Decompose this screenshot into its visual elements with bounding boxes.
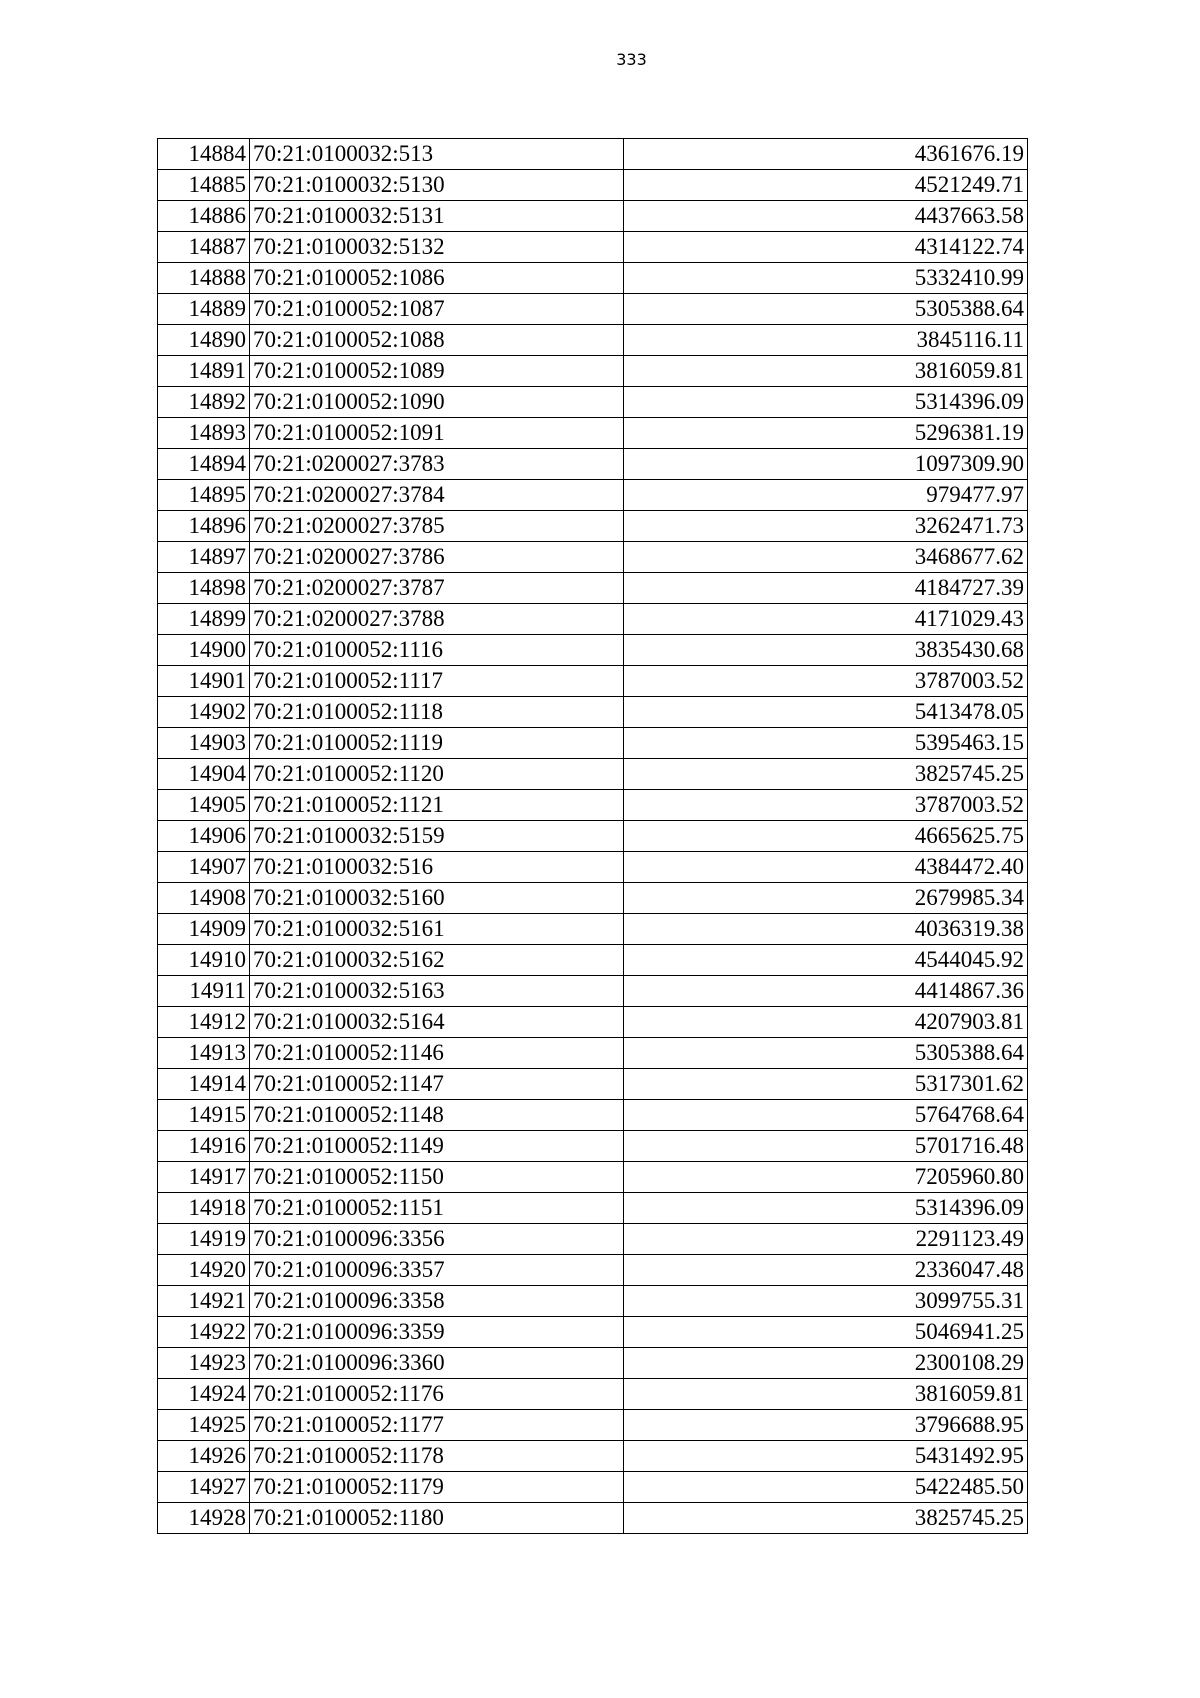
- row-number-cell: 14891: [158, 356, 250, 387]
- table-row: [158, 263, 1028, 294]
- cadastral-number-cell: 70:21:0200027:3788: [250, 604, 624, 635]
- cadastral-number-cell: 70:21:0100052:1147: [250, 1069, 624, 1100]
- cadastral-value-cell: 5046941.25: [624, 1317, 1028, 1348]
- cadastral-number-cell: 70:21:0100052:1180: [250, 1503, 624, 1534]
- row-number-cell: 14886: [158, 201, 250, 232]
- row-number-cell: 14910: [158, 945, 250, 976]
- row-number-cell: 14912: [158, 1007, 250, 1038]
- cadastral-value-cell: 979477.97: [624, 480, 1028, 511]
- cadastral-value-cell: 3825745.25: [624, 759, 1028, 790]
- cadastral-value-cell: 3262471.73: [624, 511, 1028, 542]
- table-row: [158, 728, 1028, 759]
- table-row: [158, 1224, 1028, 1255]
- cadastral-value-cell: 5701716.48: [624, 1131, 1028, 1162]
- cadastral-value-cell: 3816059.81: [624, 1379, 1028, 1410]
- row-number-cell: 14887: [158, 232, 250, 263]
- cadastral-value-cell: 3825745.25: [624, 1503, 1028, 1534]
- cadastral-value-cell: 2300108.29: [624, 1348, 1028, 1379]
- table-row: [158, 883, 1028, 914]
- cadastral-number-cell: 70:21:0100052:1151: [250, 1193, 624, 1224]
- cadastral-value-cell: 2679985.34: [624, 883, 1028, 914]
- cadastral-number-cell: 70:21:0100096:3357: [250, 1255, 624, 1286]
- table-row: [158, 852, 1028, 883]
- cadastral-number-cell: 70:21:0100032:5164: [250, 1007, 624, 1038]
- row-number-cell: 14905: [158, 790, 250, 821]
- cadastral-number-cell: 70:21:0100052:1116: [250, 635, 624, 666]
- cadastral-value-cell: 3816059.81: [624, 356, 1028, 387]
- cadastral-number-cell: 70:21:0100052:1118: [250, 697, 624, 728]
- cadastral-number-cell: 70:21:0100032:5131: [250, 201, 624, 232]
- cadastral-value-cell: 3835430.68: [624, 635, 1028, 666]
- row-number-cell: 14895: [158, 480, 250, 511]
- row-number-cell: 14890: [158, 325, 250, 356]
- cadastral-number-cell: 70:21:0100032:5132: [250, 232, 624, 263]
- cadastral-value-cell: 3787003.52: [624, 790, 1028, 821]
- row-number-cell: 14926: [158, 1441, 250, 1472]
- cadastral-number-cell: 70:21:0100096:3356: [250, 1224, 624, 1255]
- cadastral-number-cell: 70:21:0100052:1087: [250, 294, 624, 325]
- cadastral-value-cell: 1097309.90: [624, 449, 1028, 480]
- row-number-cell: 14925: [158, 1410, 250, 1441]
- table-row: [158, 759, 1028, 790]
- row-number-cell: 14920: [158, 1255, 250, 1286]
- cadastral-number-cell: 70:21:0200027:3787: [250, 573, 624, 604]
- cadastral-value-cell: 4437663.58: [624, 201, 1028, 232]
- cadastral-value-cell: 5413478.05: [624, 697, 1028, 728]
- cadastral-number-cell: 70:21:0100052:1091: [250, 418, 624, 449]
- table-row: [158, 1503, 1028, 1534]
- row-number-cell: 14889: [158, 294, 250, 325]
- cadastral-value-cell: 5305388.64: [624, 294, 1028, 325]
- table-row: [158, 1193, 1028, 1224]
- table-row: [158, 356, 1028, 387]
- row-number-cell: 14927: [158, 1472, 250, 1503]
- table-row: [158, 418, 1028, 449]
- table-row: [158, 1007, 1028, 1038]
- row-number-cell: 14916: [158, 1131, 250, 1162]
- row-number-cell: 14915: [158, 1100, 250, 1131]
- cadastral-number-cell: 70:21:0100052:1179: [250, 1472, 624, 1503]
- table-row: [158, 325, 1028, 356]
- cadastral-value-cell: 4544045.92: [624, 945, 1028, 976]
- table-row: [158, 790, 1028, 821]
- table-row: [158, 1162, 1028, 1193]
- table-row: [158, 697, 1028, 728]
- row-number-cell: 14900: [158, 635, 250, 666]
- cadastral-number-cell: 70:21:0100052:1086: [250, 263, 624, 294]
- cadastral-value-cell: 3099755.31: [624, 1286, 1028, 1317]
- cadastral-number-cell: 70:21:0100052:1176: [250, 1379, 624, 1410]
- cadastral-value-cell: 4361676.19: [624, 139, 1028, 170]
- cadastral-number-cell: 70:21:0100052:1150: [250, 1162, 624, 1193]
- row-number-cell: 14885: [158, 170, 250, 201]
- cadastral-value-cell: 5764768.64: [624, 1100, 1028, 1131]
- table-row: [158, 1286, 1028, 1317]
- cadastral-value-cell: 4171029.43: [624, 604, 1028, 635]
- table-row: [158, 170, 1028, 201]
- cadastral-value-cell: 3845116.11: [624, 325, 1028, 356]
- cadastral-number-cell: 70:21:0100032:5161: [250, 914, 624, 945]
- cadastral-number-cell: 70:21:0100096:3360: [250, 1348, 624, 1379]
- cadastral-number-cell: 70:21:0100052:1119: [250, 728, 624, 759]
- cadastral-value-cell: 2336047.48: [624, 1255, 1028, 1286]
- table-row: [158, 821, 1028, 852]
- cadastral-number-cell: 70:21:0100096:3358: [250, 1286, 624, 1317]
- row-number-cell: 14909: [158, 914, 250, 945]
- table-row: [158, 914, 1028, 945]
- row-number-cell: 14908: [158, 883, 250, 914]
- cadastral-number-cell: 70:21:0100052:1090: [250, 387, 624, 418]
- row-number-cell: 14917: [158, 1162, 250, 1193]
- cadastral-value-cell: 5422485.50: [624, 1472, 1028, 1503]
- cadastral-number-cell: 70:21:0200027:3784: [250, 480, 624, 511]
- cadastral-value-cell: 4521249.71: [624, 170, 1028, 201]
- row-number-cell: 14888: [158, 263, 250, 294]
- cadastral-value-cell: 5296381.19: [624, 418, 1028, 449]
- row-number-cell: 14913: [158, 1038, 250, 1069]
- table-row: [158, 232, 1028, 263]
- cadastral-number-cell: 70:21:0200027:3786: [250, 542, 624, 573]
- table-row: [158, 542, 1028, 573]
- table-row: [158, 1100, 1028, 1131]
- row-number-cell: 14922: [158, 1317, 250, 1348]
- table-row: [158, 1131, 1028, 1162]
- cadastral-number-cell: 70:21:0100052:1117: [250, 666, 624, 697]
- table-row: [158, 1069, 1028, 1100]
- row-number-cell: 14902: [158, 697, 250, 728]
- cadastral-number-cell: 70:21:0100032:5163: [250, 976, 624, 1007]
- row-number-cell: 14923: [158, 1348, 250, 1379]
- row-number-cell: 14928: [158, 1503, 250, 1534]
- cadastral-value-cell: 4314122.74: [624, 232, 1028, 263]
- cadastral-value-cell: 5314396.09: [624, 387, 1028, 418]
- table-row: [158, 1038, 1028, 1069]
- cadastral-value-cell: 4184727.39: [624, 573, 1028, 604]
- table-row: [158, 1255, 1028, 1286]
- row-number-cell: 14919: [158, 1224, 250, 1255]
- table-row: [158, 511, 1028, 542]
- cadastral-value-cell: 5314396.09: [624, 1193, 1028, 1224]
- row-number-cell: 14914: [158, 1069, 250, 1100]
- table-row: [158, 573, 1028, 604]
- cadastral-value-cell: 4665625.75: [624, 821, 1028, 852]
- cadastral-number-cell: 70:21:0100032:5130: [250, 170, 624, 201]
- table-body: [158, 139, 1028, 1534]
- cadastral-value-cell: 4207903.81: [624, 1007, 1028, 1038]
- cadastral-number-cell: 70:21:0100096:3359: [250, 1317, 624, 1348]
- cadastral-number-cell: 70:21:0200027:3785: [250, 511, 624, 542]
- table-row: [158, 201, 1028, 232]
- row-number-cell: 14899: [158, 604, 250, 635]
- row-number-cell: 14904: [158, 759, 250, 790]
- cadastral-number-cell: 70:21:0100052:1089: [250, 356, 624, 387]
- cadastral-value-cell: 4384472.40: [624, 852, 1028, 883]
- row-number-cell: 14898: [158, 573, 250, 604]
- cadastral-number-cell: 70:21:0100032:5160: [250, 883, 624, 914]
- cadastral-value-cell: 4036319.38: [624, 914, 1028, 945]
- cadastral-value-cell: 3796688.95: [624, 1410, 1028, 1441]
- cadastral-number-cell: 70:21:0100052:1088: [250, 325, 624, 356]
- cadastral-value-cell: 5305388.64: [624, 1038, 1028, 1069]
- table-row: [158, 1472, 1028, 1503]
- table-row: [158, 449, 1028, 480]
- cadastral-value-cell: 4414867.36: [624, 976, 1028, 1007]
- cadastral-number-cell: 70:21:0100052:1146: [250, 1038, 624, 1069]
- cadastral-value-cell: 3787003.52: [624, 666, 1028, 697]
- cadastral-value-cell: 2291123.49: [624, 1224, 1028, 1255]
- cadastral-number-cell: 70:21:0100052:1148: [250, 1100, 624, 1131]
- row-number-cell: 14892: [158, 387, 250, 418]
- row-number-cell: 14893: [158, 418, 250, 449]
- cadastral-number-cell: 70:21:0100052:1120: [250, 759, 624, 790]
- table-row: [158, 139, 1028, 170]
- page-number: 333: [616, 50, 647, 69]
- cadastral-value-cell: 5431492.95: [624, 1441, 1028, 1472]
- cadastral-value-cell: 3468677.62: [624, 542, 1028, 573]
- row-number-cell: 14918: [158, 1193, 250, 1224]
- row-number-cell: 14921: [158, 1286, 250, 1317]
- cadastral-number-cell: 70:21:0100032:513: [250, 139, 624, 170]
- table-row: [158, 976, 1028, 1007]
- cadastral-value-cell: 5395463.15: [624, 728, 1028, 759]
- table-row: [158, 666, 1028, 697]
- cadastral-number-cell: 70:21:0100032:5159: [250, 821, 624, 852]
- row-number-cell: 14901: [158, 666, 250, 697]
- row-number-cell: 14924: [158, 1379, 250, 1410]
- cadastral-number-cell: 70:21:0100032:5162: [250, 945, 624, 976]
- table-row: [158, 945, 1028, 976]
- cadastral-value-table: [157, 138, 1028, 1534]
- table-row: [158, 635, 1028, 666]
- cadastral-value-cell: 5317301.62: [624, 1069, 1028, 1100]
- cadastral-number-cell: 70:21:0100052:1121: [250, 790, 624, 821]
- row-number-cell: 14903: [158, 728, 250, 759]
- cadastral-number-cell: 70:21:0100032:516: [250, 852, 624, 883]
- row-number-cell: 14907: [158, 852, 250, 883]
- cadastral-number-cell: 70:21:0200027:3783: [250, 449, 624, 480]
- row-number-cell: 14911: [158, 976, 250, 1007]
- table-row: [158, 387, 1028, 418]
- table-row: [158, 1410, 1028, 1441]
- table-row: [158, 604, 1028, 635]
- row-number-cell: 14884: [158, 139, 250, 170]
- table-row: [158, 1441, 1028, 1472]
- cadastral-value-cell: 7205960.80: [624, 1162, 1028, 1193]
- cadastral-number-cell: 70:21:0100052:1178: [250, 1441, 624, 1472]
- table-row: [158, 480, 1028, 511]
- cadastral-value-cell: 5332410.99: [624, 263, 1028, 294]
- table-row: [158, 1317, 1028, 1348]
- row-number-cell: 14906: [158, 821, 250, 852]
- table-row: [158, 294, 1028, 325]
- table-row: [158, 1379, 1028, 1410]
- cadastral-number-cell: 70:21:0100052:1177: [250, 1410, 624, 1441]
- row-number-cell: 14894: [158, 449, 250, 480]
- row-number-cell: 14896: [158, 511, 250, 542]
- row-number-cell: 14897: [158, 542, 250, 573]
- table-row: [158, 1348, 1028, 1379]
- cadastral-number-cell: 70:21:0100052:1149: [250, 1131, 624, 1162]
